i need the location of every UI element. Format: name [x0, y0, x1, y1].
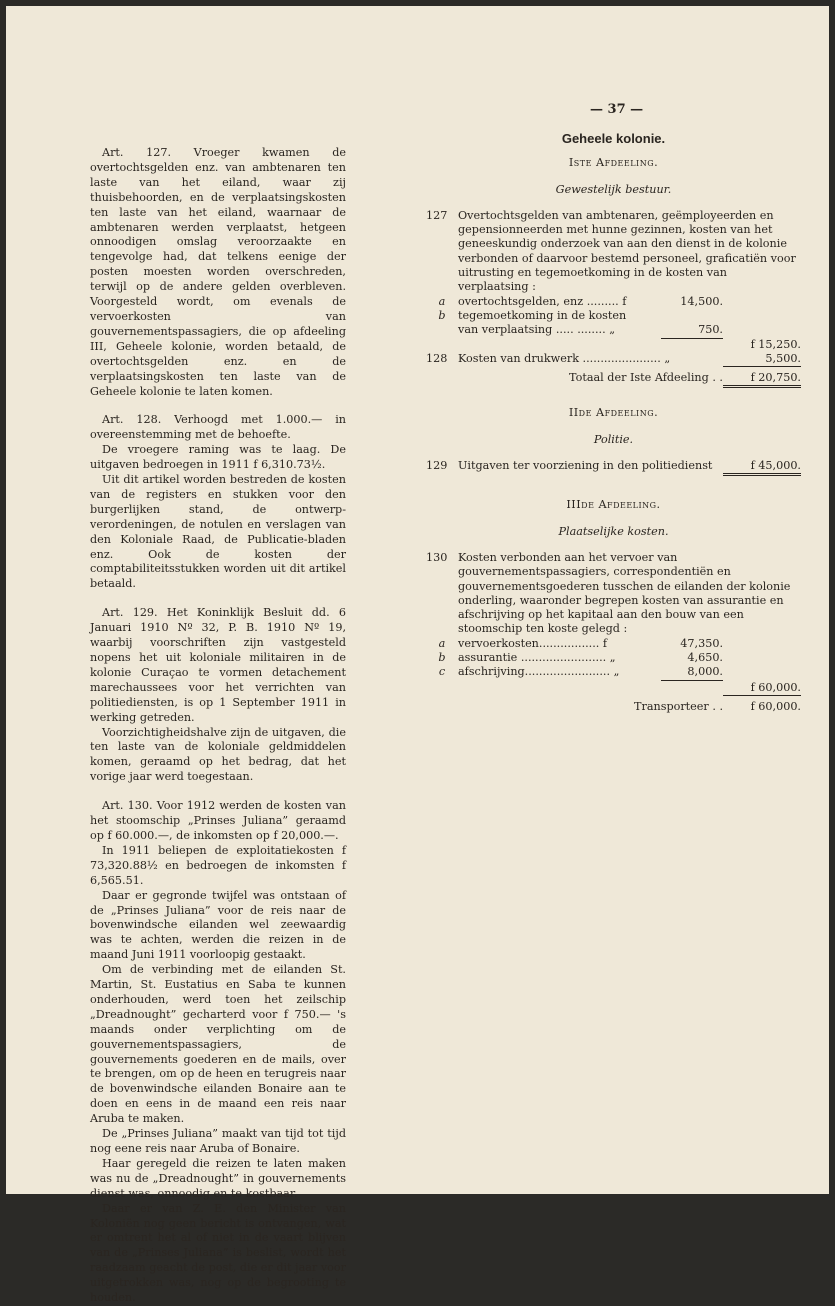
item-total: f 60,000.: [723, 681, 801, 696]
division-total-label: Totaal der Iste Afdeeling . .: [569, 371, 723, 385]
budget-item: [426, 352, 801, 367]
sub-item: [426, 309, 801, 323]
item-description: Overtochtsgelden van ambtenaren, geëmployeerden en gepensionneerden met hunne gezinnen, kosten van het geneeskundig onderzoek van aan den dienst in de kolonie verbonden of daarvoor bestemd personeel, graficatiën voor uitrusting en tegemoetkoming in de kosten van verplaatsing :: [458, 208, 796, 294]
sub-item-text: tegemoetkoming in de kosten: [458, 308, 627, 322]
paragraph: Daar er van Z. E. den Minister van Koloniën nog geen bericht is ontvangen, wat er omtrent het al of niet in de vaart blijven van de „Prinses Juliana” is beslist, wordt het raadzaam geacht de post, die er dit jaar voor uitgetrokken was, nog op de begrooting te houden.: [90, 1201, 346, 1305]
item-number: 127: [426, 208, 448, 222]
sub-item-amount: 14,500.: [680, 294, 723, 308]
paragraph: De vroegere raming was te laag. De uitgaven bedroegen in 1911 f 6,310.73½.: [90, 443, 346, 472]
item-number: 129: [426, 459, 448, 473]
paragraph: Art. 129. Het Koninklijk Besluit dd. 6 Januari 1910 Nº 32, P. B. 1910 Nº 19, waarbij voorschriften zijn vastgesteld nopens het uit koloniale militairen in de kolonie Curaçao te vormen detachement marechaussees voor het verrichten van politiediensten, is op 1 September 1911 in werking getreden.: [90, 606, 346, 724]
sub-item-text: overtochtsgelden, enz ......... f: [458, 294, 627, 308]
sub-item-letter: c: [438, 665, 446, 679]
right-column: [426, 126, 801, 714]
sub-item: [426, 651, 801, 665]
division-subheading: Politie.: [593, 432, 634, 446]
item-description: Kosten van drukwerk ...................... „: [458, 351, 671, 365]
sub-item-amount: 750.: [698, 323, 723, 337]
item-total-row: [426, 681, 801, 696]
left-column: [90, 146, 346, 1306]
transport-label: Transporteer . .: [634, 699, 723, 713]
sub-item-text: afschrijving........................ „: [458, 665, 620, 679]
division-total: f 20,750.: [723, 371, 801, 388]
item-number: 128: [426, 351, 448, 365]
budget-item: [426, 459, 801, 476]
sub-item-text: van verplaatsing ..... ........ „: [458, 323, 615, 337]
sub-item-letter: a: [438, 636, 446, 650]
division-heading: IIIde Afdeeling.: [566, 498, 661, 512]
transport-row: [426, 700, 801, 714]
budget-item: [426, 209, 801, 295]
section-title: Geheele kolonie.: [561, 131, 666, 146]
item-total: f 45,000.: [723, 459, 801, 476]
division-subheading: Plaatselijke kosten.: [558, 524, 669, 538]
sub-item: [426, 637, 801, 651]
division-heading: Iste Afdeeling.: [568, 156, 659, 170]
budget-item: [426, 551, 801, 637]
paragraph: De „Prinses Juliana” maakt van tijd tot tijd nog eene reis naar Aruba of Bonaire.: [90, 1127, 346, 1155]
page-number: — 37 —: [590, 102, 644, 117]
sub-item: [426, 665, 801, 680]
item-description: Uitgaven ter voorziening in den politiedienst: [458, 459, 713, 473]
sub-item-continued: [426, 323, 801, 337]
item-description: Kosten verbonden aan het vervoer van gouvernementspassagiers, correspondentiën en gouvernementsgoederen tusschen de eilanden der kolonie onderling, waaronder begrepen kosten van assurantie en afschrijving op het kapitaal aan den bouw van een stoomschip ten koste gelegd :: [458, 550, 791, 636]
division-total-row: [426, 371, 801, 388]
paragraph: Haar geregeld die reizen te laten maken was nu de „Dreadnought” in gouvernements dienst was, onnoodig en te kostbaar.: [90, 1156, 346, 1200]
paragraph: Voorzichtigheidshalve zijn de uitgaven, die ten laste van de koloniale geldmiddelen komen, geraamd op het bedrag, dat het vorige jaar werd toegestaan.: [90, 725, 346, 784]
paragraph: Art. 128. Verhoogd met 1.000.— in overeenstemming met de behoefte.: [90, 413, 346, 442]
paragraph: In 1911 beliepen de exploitatiekosten f 73,320.88½ en bedroegen de inkomsten f 6,565.51.: [90, 843, 346, 887]
paragraph: Uit dit artikel worden bestreden de kosten van de registers en stukken voor den burgerlijken stand, de ontwerp-verordeningen, de notulen en verslagen van den Koloniale Raad, de Publicatie-bladen enz. Ook de kosten der comptabiliteitsstukken worden uit dit artikel betaald.: [90, 473, 346, 591]
document-page: [6, 6, 829, 1305]
item-total-row: [426, 338, 801, 352]
sub-item: [426, 295, 801, 309]
sub-item-amount: 8,000.: [661, 665, 723, 680]
sub-item-letter: a: [438, 294, 446, 308]
sub-item-text: vervoerkosten................. f: [458, 636, 608, 650]
paragraph: Art. 127. Vroeger kwamen de overtochtsgelden enz. van ambtenaren ten laste van het eiland, waar zij thuisbehoorden, en de verplaatsingskosten ten laste van het eiland, waarnaar de ambtenaren werden verplaatst, hetgeen onnoodigen omslag veroorzaakte en tengevolge had, dat telkens eenige der posten moesten worden overschreden, terwijl op de andere gelden overbleven. Voorgesteld wordt, om evenals de vervoerkosten van gouvernementspassagiers, die op afdeeling III, Geheele kolonie, worden betaald, de overtochtsgelden enz. en de verplaatsingskosten ten laste van de Geheele kolonie te laten komen.: [90, 146, 346, 398]
sub-item-text: assurantie ........................ „: [458, 651, 616, 665]
item-number: 130: [426, 550, 448, 564]
item-total: f 15,250.: [750, 337, 801, 351]
sub-item-letter: b: [438, 651, 446, 665]
paragraph: Art. 130. Voor 1912 werden de kosten van het stoomschip „Prinses Juliana” geraamd op f 60.000.—, de inkomsten op f 20,000.—.: [90, 799, 346, 842]
division-heading: IIde Afdeeling.: [568, 406, 659, 420]
transport-total: f 60,000.: [750, 699, 801, 713]
sub-item-letter: b: [438, 308, 446, 322]
paragraph: Daar er gegronde twijfel was ontstaan of de „Prinses Juliana” voor de reis naar de bovenwindsche eilanden wel zeewaardig was te achten, werden die reizen in de maand Juni 1911 voorloopig gestaakt.: [90, 888, 346, 962]
item-total: 5,500.: [723, 352, 801, 367]
sub-item-amount: 47,350.: [680, 636, 723, 650]
sub-item-amount: 4,650.: [687, 651, 723, 665]
paragraph: Om de verbinding met de eilanden St. Martin, St. Eustatius en Saba te kunnen onderhouden, werd toen het zeilschip „Dreadnought” gecharterd voor f 750.— 's maands onder verplichting om de gouvernementspassagiers, de gouvernements goederen en de mails, over te brengen, om op de heen en terugreis naar de bovenwindsche eilanden Bonaire aan te doen en eens in de maand een reis naar Aruba te maken.: [90, 963, 346, 1126]
division-subheading: Gewestelijk bestuur.: [555, 182, 672, 196]
